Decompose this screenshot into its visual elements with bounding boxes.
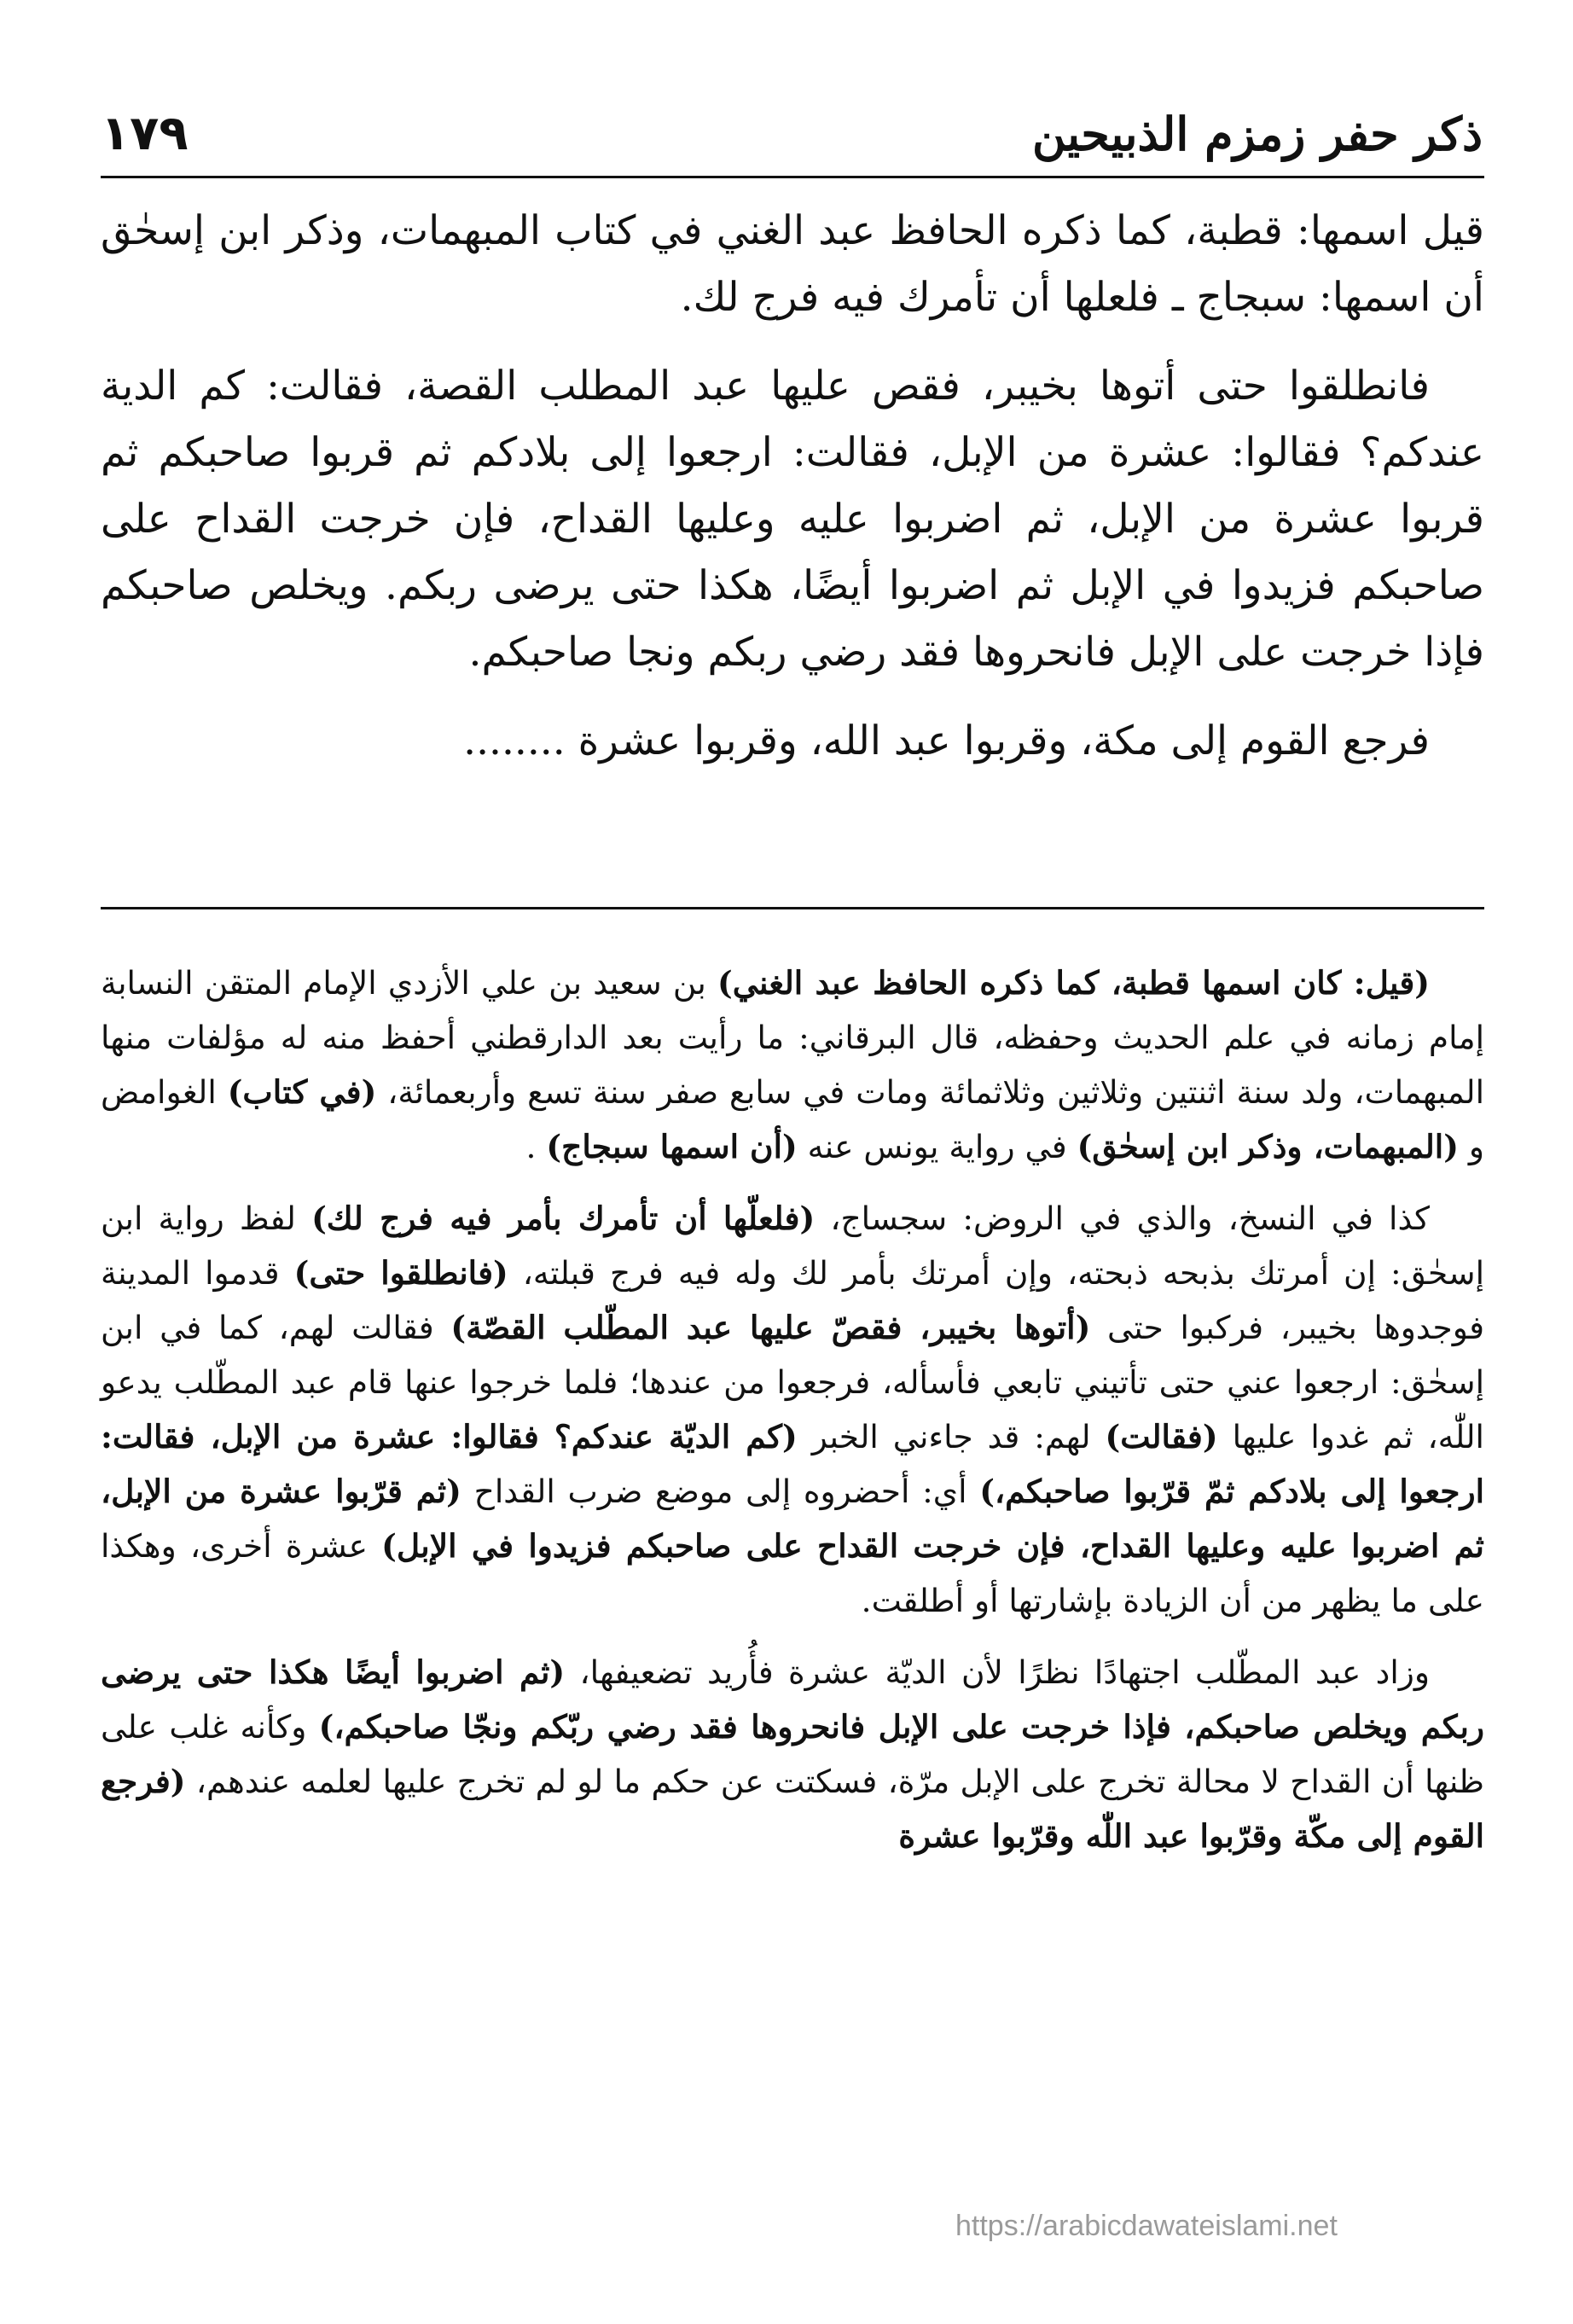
main-paragraph-3 <box>101 708 1484 775</box>
commentary-paragraph-3 <box>101 1645 1484 1863</box>
header-divider <box>101 176 1484 178</box>
main-paragraph-3-text: فرجع القوم إلى مكة، وقربوا عبد الله، وقربوا عشرة <box>578 718 1430 764</box>
commentary-text: . <box>525 1128 547 1165</box>
commentary-text: كذا في النسخ، والذي في الروض: سجساج، <box>815 1200 1430 1237</box>
quoted-text: (أتوها بخيبر، فقصّ عليها عبد المطّلب القصّة) <box>450 1309 1091 1346</box>
quoted-text: (في كتاب) <box>227 1073 377 1111</box>
main-paragraph-2: فانطلقوا حتى أتوها بخيبر، فقص عليها عبد المطلب القصة، فقالت: كم الدية عندكم؟ فقالوا: عشرة من الإبل، فقالت: ارجعوا إلى بلادكم ثم قربوا صاحبكم ثم قربوا عشرة من الإبل، ثم اضربوا عليه وعليها القداح، فإن خرجت القداح على صاحبكم فزيدوا في الإبل ثم اضربوا أيضًا، هكذا حتى يرضى ربكم. ويخلص صاحبكم فإذا خرجت على الإبل فانحروها فقد رضي ربكم ونجا صاحبكم. <box>101 363 1484 676</box>
commentary-text: قدموا المدينة فوجدوها بخيبر، فركبوا حتى <box>101 1254 1485 1346</box>
quoted-text: (قيل: كان اسمها قطبة، كما ذكره الحافظ عبد الغني) <box>717 964 1431 1002</box>
commentary-text: عشرة أخرى، وهكذا على ما يظهر من أن الزيادة بإشارتها أو أطلقت. <box>101 1527 1484 1619</box>
commentary-text: وكأنه غلب على ظنها أن القداح لا محالة تخرج على الإبل مرّة، فسكتت عن حكم ما لو لم تخرج عليها لعلمه عندهم، <box>101 1708 1484 1800</box>
commentary-text: لفظ رواية ابن إسحٰق: إن أمرتك بذبحه ذبحته، وإن أمرتك بأمر لك وله فيه فرج قبلته، <box>101 1200 1484 1292</box>
page-header <box>101 96 1483 172</box>
commentary-text: أي: أحضروه إلى موضع ضرب القداح <box>461 1473 980 1510</box>
quoted-text: (ثم قرّبوا عشرة من الإبل، ثم اضربوا عليه وعليها القداح، فإن خرجت القداح على صاحبكم فزيدوا في الإبل) <box>101 1473 1484 1565</box>
quoted-text: (فلعلّها أن تأمرك بأمر فيه فرج لك) <box>311 1200 816 1237</box>
commentary-paragraph-2 <box>101 1191 1484 1628</box>
commentary-text: لهم: قد جاءني الخبر <box>797 1418 1106 1455</box>
commentary-text: بن سعيد بن علي الأزدي الإمام المتقن النسابة إمام زمانه في علم الحديث وحفظه، قال البرقاني: ما رأيت بعد الدارقطني أحفظ منه له مؤلفات منها المبهمات، ولد سنة اثنتين وثلاثين وثلاثمائة ومات في سابع صفر سنة تسع وأربعمائة، <box>101 964 1484 1111</box>
quoted-text: (أن اسمها سبجاج) <box>546 1128 798 1165</box>
page-number: ١٧٩ <box>101 106 189 161</box>
quoted-text: (فرجع القوم إلى مكّة وقرّبوا عبد اللّٰه وقرّبوا عشرة <box>101 1763 1484 1855</box>
continuation-dots: ........ <box>463 718 566 764</box>
commentary-block <box>101 956 1484 1880</box>
quoted-text: (ثم اضربوا أيضًا هكذا حتى يرضى ربكم ويخلص صاحبكم، فإذا خرجت على الإبل فانحروها فقد رضي ربّكم ونجّا صاحبكم،) <box>101 1653 1484 1746</box>
quoted-text: (فقالت) <box>1105 1418 1218 1455</box>
quoted-text: (فانطلقوا حتى) <box>293 1254 508 1292</box>
commentary-text: الغوامض و <box>101 1073 1484 1165</box>
commentary-paragraph-1 <box>101 956 1484 1174</box>
commentary-text: في رواية يونس عنه <box>797 1128 1077 1165</box>
quoted-text: (كم الديّة عندكم؟ فقالوا: عشرة من الإبل، فقالت: ارجعوا إلى بلادكم ثمّ قرّبوا صاحبكم،) <box>101 1418 1485 1510</box>
commentary-text: فقالت لهم، كما في ابن إسحٰق: ارجعوا عني حتى تأتيني تابعي فأسأله، فرجعوا من عندها؛ فلما خرجوا عنها قام عبد المطّلب يدعو اللّٰه، ثم غدوا عليها <box>101 1309 1484 1455</box>
main-paragraph-1: قيل اسمها: قطبة، كما ذكره الحافظ عبد الغني في كتاب المبهمات، وذكر ابن إسحٰق أن اسمها: سبجاج ـ فلعلها أن تأمرك فيه فرج لك. <box>101 207 1484 321</box>
chapter-title: ذكر حفر زمزم الذبيحين <box>1031 107 1483 161</box>
watermark-url: https://arabicdawateislami.net <box>955 2210 1338 2242</box>
commentary-text: وزاد عبد المطّلب اجتهادًا نظرًا لأن الديّة عشرة فأُريد تضعيفها، <box>565 1653 1430 1691</box>
main-text-block <box>101 198 1484 797</box>
commentary-divider <box>101 907 1484 909</box>
quoted-text: (المبهمات، وذكر ابن إسحٰق) <box>1077 1128 1459 1165</box>
